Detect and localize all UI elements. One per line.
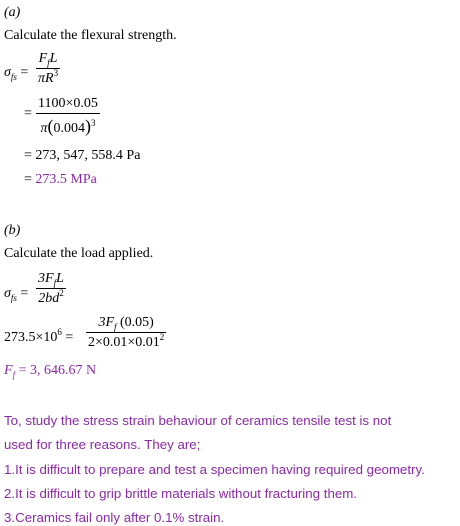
answer-load-value: = 3, 646.67 N — [18, 363, 97, 378]
part-a-eq3 — [24, 149, 140, 163]
fraction-numerator: $F_fL$ — [38, 51, 58, 68]
answer-value-mpa: 273.5 MPa — [35, 172, 97, 187]
part-b-eq2-fraction — [86, 316, 166, 350]
part-a-eq2-fraction — [36, 97, 100, 136]
equals-sign: = — [24, 172, 32, 187]
part-a-eq2-equals: = — [24, 106, 32, 121]
part-a-eq1-fraction — [36, 52, 60, 86]
part-a-label: (a) — [4, 5, 21, 20]
equals-sign: = — [20, 65, 29, 80]
fraction-numerator: $3F_f$ (0.05) — [98, 315, 154, 332]
fraction-bar — [36, 113, 100, 114]
part-a-sigma-lhs — [4, 66, 28, 80]
sigma-subscript: fs — [10, 293, 17, 303]
fraction-numerator: 1100×0.05 — [38, 96, 98, 111]
notes-line-1: To, study the stress strain behaviour of ceramics tensile test is not — [4, 413, 392, 428]
sigma-symbol: σ — [4, 65, 11, 80]
equals-sign: = — [20, 286, 29, 301]
fraction-numerator: $3F_fL$ — [38, 271, 64, 288]
part-b-result: $F_f = 3$, 646.67 N — [4, 363, 97, 380]
part-b-intro: Calculate the load applied. — [4, 246, 154, 261]
part-b-sigma-lhs — [4, 287, 28, 301]
equals-sign: = — [24, 148, 32, 163]
sigma-subscript: fs — [10, 72, 17, 82]
sigma-symbol: σ — [4, 286, 11, 301]
fraction-bar — [86, 332, 166, 333]
part-b-eq1-fraction — [36, 272, 66, 306]
part-b-label: (b) — [4, 223, 21, 238]
fraction-denominator: $\pi R^3$ — [38, 68, 59, 86]
reason-2: 2.It is difficult to grip brittle materials without fracturing them. — [4, 486, 358, 501]
part-b-eq2-lhs: $273.5\times 10^6$ = — [4, 327, 74, 345]
fraction-denominator: $2\times 0.01\times 0.01^2$ — [88, 332, 165, 350]
reason-3: 3.Ceramics fail only after 0.1% strain. — [4, 510, 225, 525]
part-a-eq4 — [24, 173, 97, 187]
fraction-denominator: $2bd^2$ — [38, 288, 64, 306]
fraction-denominator: $\pi(0.004)^3$ — [40, 116, 96, 136]
stress-value-pa: 273, 547, 558.4 Pa — [35, 148, 141, 163]
equals-sign: = — [65, 330, 74, 345]
part-a-intro: Calculate the flexural strength. — [4, 28, 177, 43]
notes-line-2: used for three reasons. They are; — [4, 437, 201, 452]
reason-1: 1.It is difficult to prepare and test a specimen having required geometry. — [4, 462, 425, 477]
